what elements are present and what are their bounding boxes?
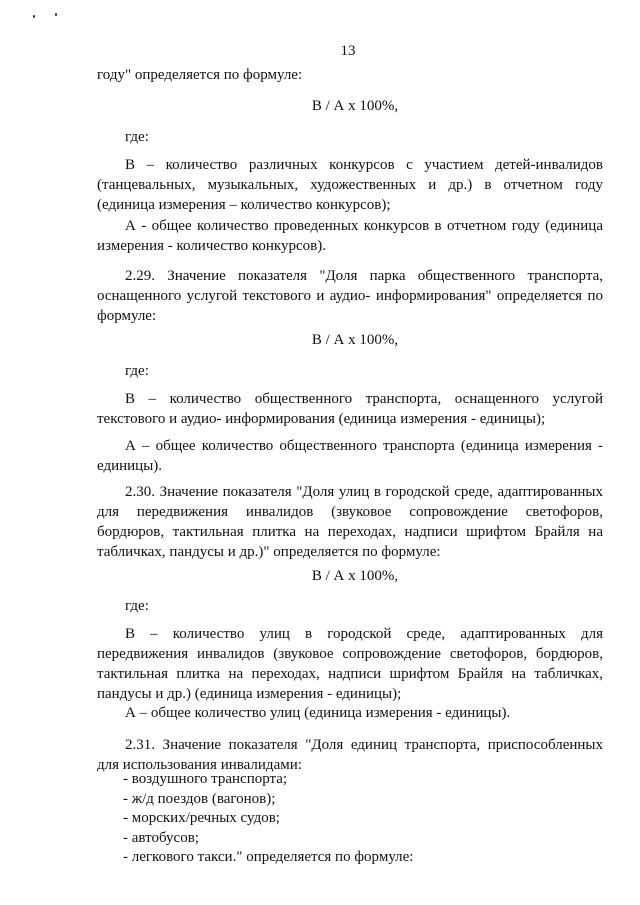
transport-list: [123, 770, 413, 868]
list-item: - ж/д поездов (вагонов);: [123, 790, 276, 807]
list-item: - легкового такси." определяется по формуле:: [123, 849, 414, 865]
list-item: - морских/речных судов;: [123, 810, 280, 826]
where-label: где:: [125, 129, 149, 145]
where-label: где:: [125, 363, 149, 379]
paragraph: году" определяется по формуле:: [97, 67, 303, 83]
paragraph: 2.29. Значение показателя "Доля парка общественного транспорта, оснащенного услугой текстового и аудио- информирования" определяется по формуле:: [97, 268, 603, 324]
list-item: - автобусов;: [123, 829, 199, 846]
paragraph: А – общее количество улиц (единица измерения - единицы).: [125, 705, 511, 721]
formula: В / А х 100%,: [311, 98, 399, 114]
formula: В / А х 100%,: [311, 568, 399, 584]
where-label: где:: [125, 598, 149, 614]
paragraph: В – количество общественного транспорта, оснащенного услугой текстового и аудио- информирования (единица измерения - единицы);: [97, 391, 603, 427]
scan-speck: [55, 13, 57, 16]
formula: В / А х 100%,: [311, 332, 399, 348]
paragraph: А - общее количество проведенных конкурсов в отчетном году (единица измерения - количество конкурсов).: [97, 218, 603, 254]
paragraph: А – общее количество общественного транспорта (единица измерения - единицы).: [97, 438, 603, 474]
paragraph: 2.31. Значение показателя "Доля единиц транспорта, приспособленных для использования инвалидами:: [97, 737, 603, 773]
paragraph: В – количество различных конкурсов с участием детей-инвалидов (танцевальных, музыкальных, художественных и др.) в отчетном году (единица измерения – количество конкурсов);: [97, 157, 603, 213]
paragraph: В – количество улиц в городской среде, адаптированных для передвижения инвалидов (звуковое сопровождение светофоров, бордюров, тактильная плитка на переходах, надписи шрифтом Брайля на табличках, пандусы и др.) (единица измерения - единицы);: [97, 626, 603, 702]
page-number: 13: [340, 43, 356, 59]
list-item: - воздушного транспорта;: [123, 771, 288, 787]
scan-speck: [33, 15, 35, 18]
paragraph: 2.30. Значение показателя "Доля улиц в городской среде, адаптированных для передвижения инвалидов (звуковое сопровождение светофоров, бордюров, тактильная плитка на переходах, надписи шрифтом Брайля на табличках, пандусы и др.)" определяется по формуле:: [97, 484, 603, 560]
